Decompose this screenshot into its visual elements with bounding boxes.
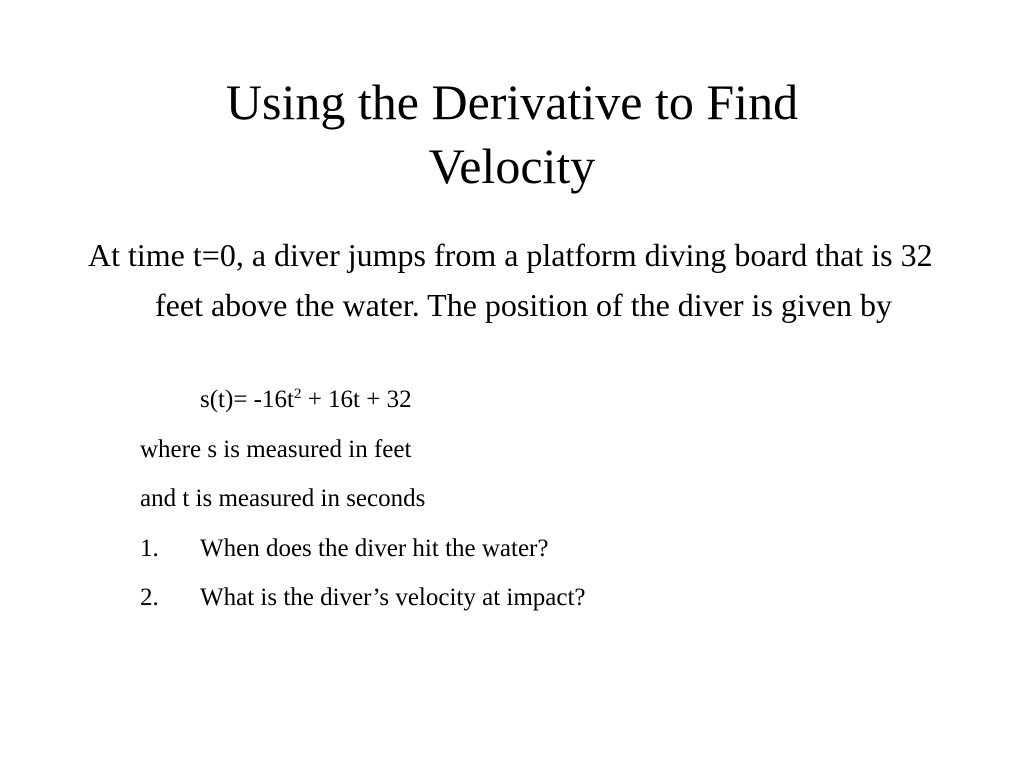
slide-title	[0, 70, 1024, 198]
problem-statement: At time t=0, a diver jumps from a platform diving board that is 32 feet above the water. The position of the diver is given by	[88, 237, 933, 323]
question-item	[140, 580, 586, 616]
formula-base: s(t)= -16t	[200, 386, 294, 413]
question-text: When does the diver hit the water?	[200, 535, 549, 562]
formula-exponent: 2	[293, 386, 302, 402]
question-item	[140, 531, 548, 567]
slide-title-line-1: Using the Derivative to Find	[225, 74, 799, 130]
formula-rest: + 16t + 32	[301, 386, 412, 413]
units-note-seconds: and t is measured in seconds	[140, 485, 426, 512]
slide-title-line-2: Velocity	[428, 138, 596, 194]
question-text: What is the diver’s velocity at impact?	[200, 584, 586, 611]
question-number: 2.	[140, 584, 159, 611]
position-formula	[200, 382, 412, 418]
units-note-feet: where s is measured in feet	[140, 436, 412, 463]
question-number: 1.	[140, 535, 159, 562]
